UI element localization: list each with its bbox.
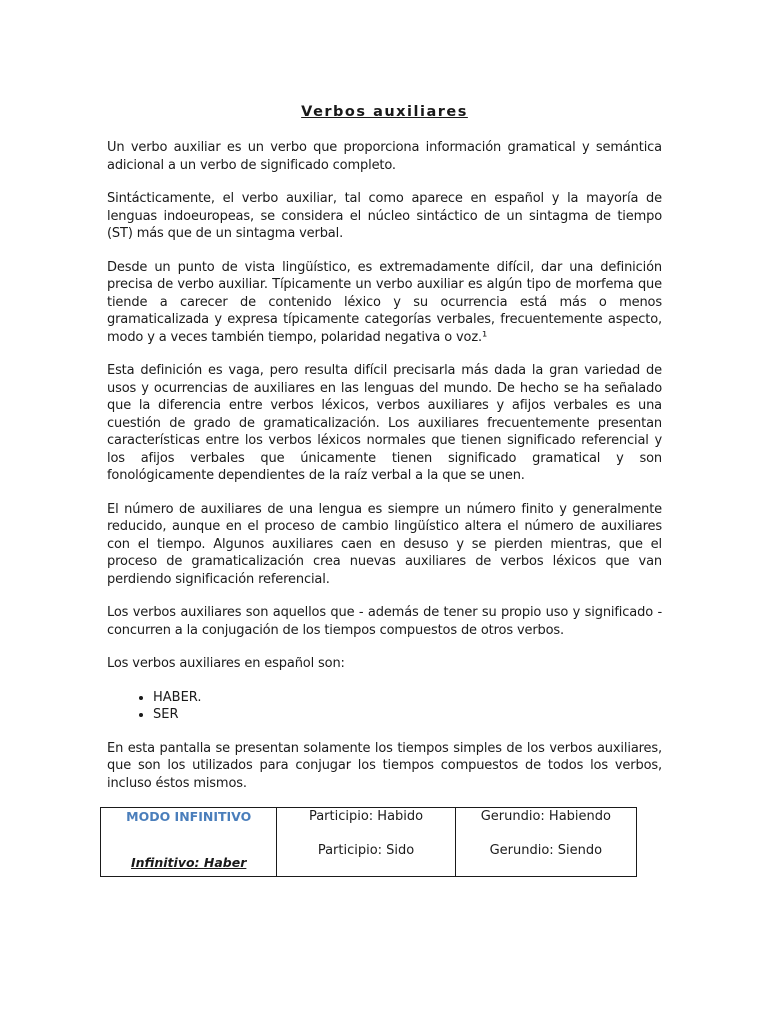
table-row bbox=[101, 808, 637, 877]
participio-haber: Participio: Habido bbox=[308, 809, 424, 824]
paragraph-closing: En esta pantalla se presentan solamente los tiempos simples de los verbos auxiliares, que son los utilizados para conjugar los tiempos compuestos de todos los verbos, incluso éstos mismos. bbox=[107, 740, 662, 791]
paragraph-linguistic: Desde un punto de vista lingüístico, es extremadamente difícil, dar una definición precisa de verbo auxiliar. Típicamente un verbo auxiliar es algún tipo de morfema que tiende a carecer de contenido léxico y su ocurrencia está más o menos gramaticalizada y expresa típicamente categorías verbales, frecuentemente aspecto, modo y a veces también tiempo, polaridad negativa o voz.¹ bbox=[107, 259, 662, 345]
paragraph-syntax: Sintácticamente, el verbo auxiliar, tal como aparece en español y la mayoría de lenguas indoeuropeas, se considera el núcleo sintáctico de un sintagma de tiempo (ST) más que de un sintagma verbal. bbox=[107, 191, 662, 241]
paragraph-number-of-auxiliaries: El número de auxiliares de una lengua es siempre un número finito y generalmente reducido, aunque en el proceso de cambio lingüístico altera el número de auxiliares con el tiempo. Algunos auxiliares caen en desuso y se pierden mientras, que el proceso de gramaticalización crea nuevas auxiliares de verbos léxicos que van perdiendo significación referencial. bbox=[107, 501, 662, 587]
modo-heading: MODO INFINITIVO bbox=[126, 809, 252, 824]
participio-ser: Participio: Sido bbox=[317, 843, 415, 858]
infinitivo-label: Infinitivo: Haber bbox=[130, 855, 247, 870]
gerundio-haber: Gerundio: Habiendo bbox=[480, 809, 611, 824]
auxiliary-verb-list bbox=[107, 689, 662, 724]
document-title: Verbos auxiliares bbox=[301, 104, 468, 120]
table-cell-gerundio bbox=[455, 808, 636, 877]
gerundio-ser: Gerundio: Siendo bbox=[489, 843, 603, 858]
paragraph-spanish-list-intro: Los verbos auxiliares en español son: bbox=[107, 656, 345, 671]
paragraph-compound-tenses: Los verbos auxiliares son aquellos que - además de tener su propio uso y significado - concurren a la conjugación de los tiempos compuestos de otros verbos. bbox=[107, 605, 662, 638]
table-cell-participio bbox=[277, 808, 455, 877]
table-cell-modo bbox=[101, 808, 277, 877]
list-item: • HABER. bbox=[153, 689, 662, 707]
paragraph-vague-definition: Esta definición es vaga, pero resulta difícil precisarla más dada la gran variedad de usos y ocurrencias de auxiliares en las lenguas del mundo. De hecho se ha señalado que la diferencia entre verbos léxicos, verbos auxiliares y afijos verbales es una cuestión de grado de gramaticalización. Los auxiliares frecuentemente presentan características entre los verbos léxicos normales que tienen significado referencial y los afijos verbales que únicamente tienen significado gramatical y son fonológicamente dependientes de la raíz verbal a la que se unen. bbox=[107, 363, 662, 483]
conjugation-table bbox=[100, 807, 637, 877]
document-page bbox=[107, 104, 662, 877]
paragraph-definition: Un verbo auxiliar es un verbo que proporciona información gramatical y semántica adicional a un verbo de significado completo. bbox=[107, 140, 662, 173]
list-item: • SER bbox=[153, 706, 662, 724]
